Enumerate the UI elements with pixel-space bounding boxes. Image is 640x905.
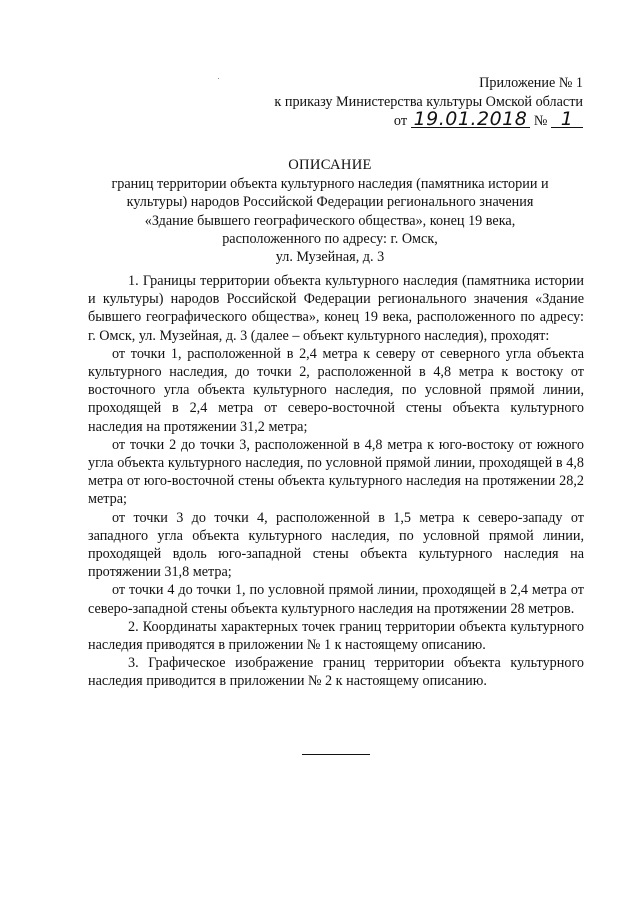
- annex-from-label: от: [393, 113, 408, 130]
- document-title-block: [60, 156, 600, 266]
- title-line-4: расположенного по адресу: г. Омск,: [222, 230, 438, 247]
- annex-header: [274, 74, 583, 131]
- handwritten-number: 1: [551, 111, 583, 128]
- document-body: [88, 272, 584, 691]
- paragraph-segment-3-4: от точки 3 до точки 4, расположенной в 1,5 метра к северо-западу от западного угла объекта культурного наследия, по условной прямой линии, проходящей вдоль юго-западной стены объекта культурного наследия на протяжении 31,8 метра;: [88, 509, 584, 581]
- paragraph-segment-2-3: от точки 2 до точки 3, расположенной в 4,8 метра к юго-востоку от южного угла объекта культурного наследия, по условной прямой линии, проходящей в 4,8 метра от юго-восточной стены объекта культурного наследия на протяжении 28,2 метра;: [88, 436, 584, 508]
- document-heading: ОПИСАНИЕ: [288, 157, 372, 173]
- title-line-5: ул. Музейная, д. 3: [275, 249, 385, 266]
- handwritten-date: 19.01.2018: [411, 111, 531, 128]
- annex-number-label: №: [533, 113, 548, 130]
- paragraph-3: 3. Графическое изображение границ территории объекта культурного наследия приводится в приложении № 2 к настоящему описанию.: [88, 655, 584, 690]
- annex-order-reference: к приказу Министерства культуры Омской области: [274, 93, 583, 110]
- title-line-1: границ территории объекта культурного наследия (памятника истории и: [111, 176, 549, 193]
- paragraph-segment-1-2: от точки 1, расположенной в 2,4 метра к северу от северного угла объекта культурного наследия, до точки 2, расположенной в 4,8 метра к востоку от восточного угла объекта культурного наследия, по условной прямой линии, проходящей в 2,4 метра от северо-восточной стены объекта культурного наследия на протяжении 31,2 метра;: [88, 345, 584, 435]
- paragraph-1: 1. Границы территории объекта культурного наследия (памятника истории и культуры) народов Российской Федерации регионального значения «Здание бывшего географического общества», конец 19 века, расположенного по адресу: г. Омск, ул. Музейная, д. 3 (далее – объект культурного наследия), проходят:: [88, 273, 584, 344]
- paragraph-segment-4-1: от точки 4 до точки 1, по условной прямой линии, проходящей в 2,4 метра от северо-западной стены объекта культурного наследия на протяжении 28 метров.: [88, 582, 584, 617]
- title-line-2: культуры) народов Российской Федерации регионального значения: [126, 194, 534, 211]
- closing-divider: [302, 754, 370, 755]
- title-line-3: «Здание бывшего географического общества», конец 19 века,: [144, 212, 516, 229]
- paragraph-2: 2. Координаты характерных точек границ территории объекта культурного наследия приводятся в приложении № 1 к настоящему описанию.: [88, 618, 584, 654]
- annex-title: Приложение № 1: [479, 75, 583, 91]
- scan-speck: [218, 78, 219, 79]
- annex-date-line: [274, 108, 583, 131]
